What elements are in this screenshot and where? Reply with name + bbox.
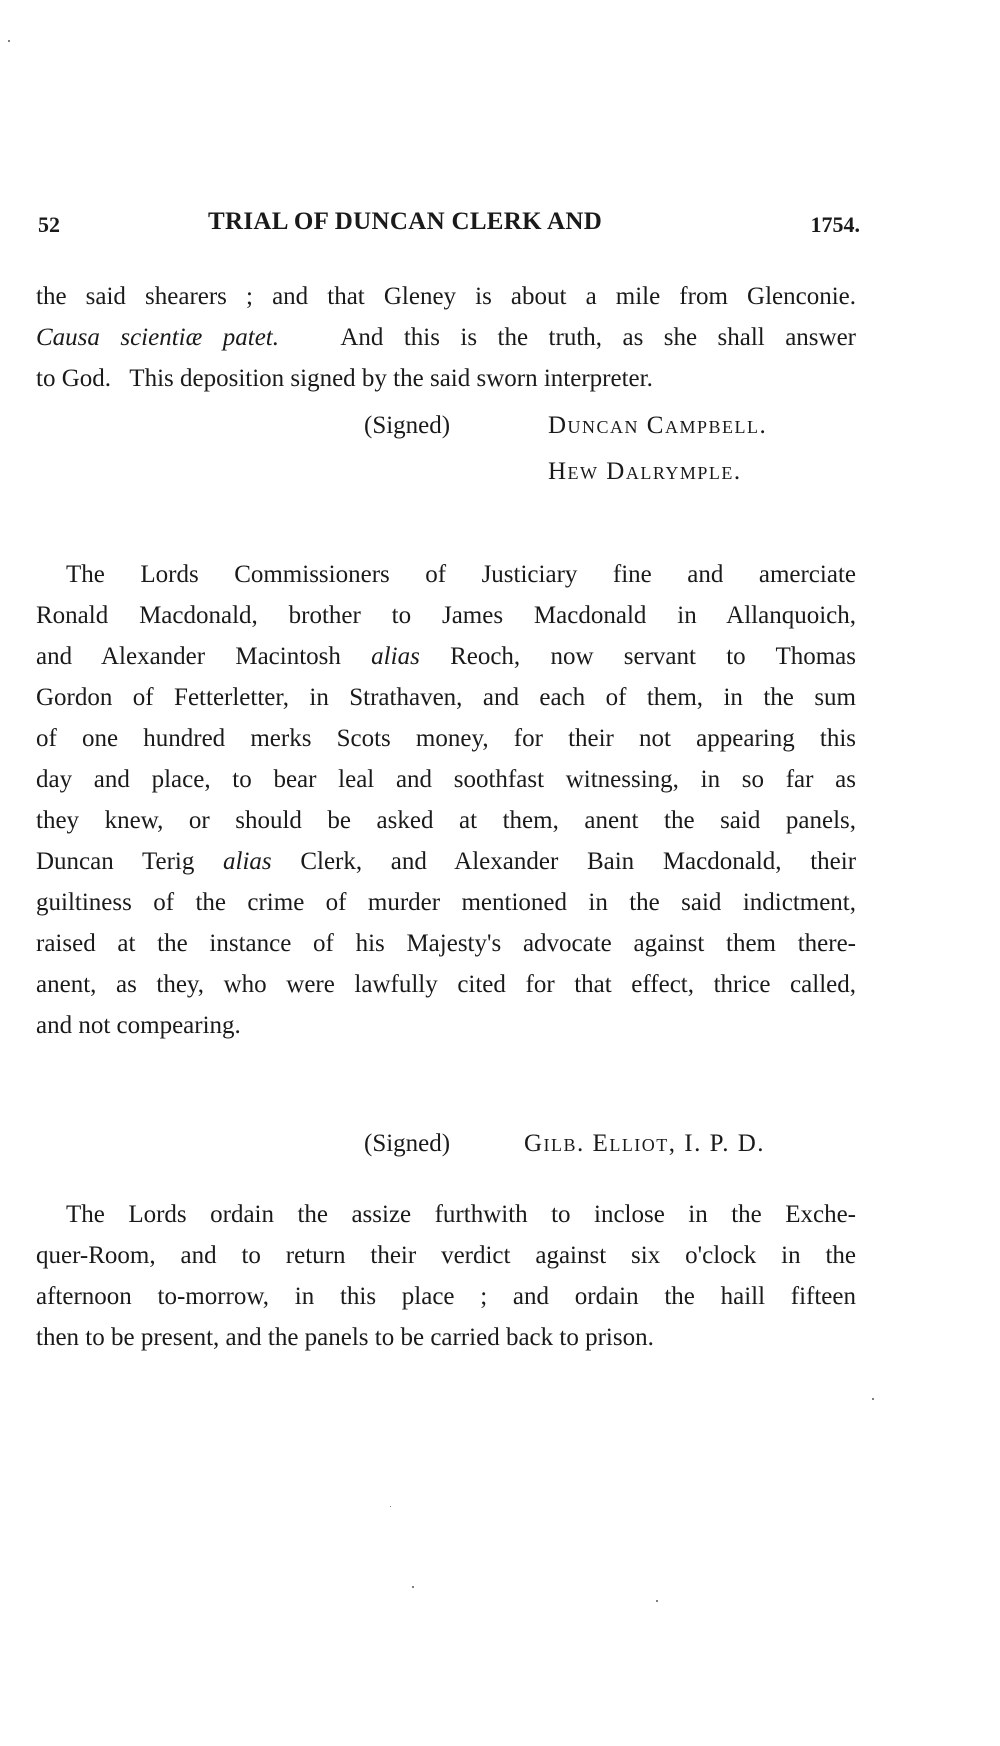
latin-phrase: Causa scientiæ patet. [36, 324, 279, 351]
paper-speck [390, 1506, 391, 1507]
text-line: Ronald Macdonald, brother to James Macdonald in Allanquoich, [36, 602, 856, 629]
text-line: Gordon of Fetterletter, in Strathaven, and each of them, in the sum [36, 684, 856, 711]
text-line: to God. This deposition signed by the said sworn interpreter. [36, 365, 653, 392]
signatory-name: Hew Dalrymple. [548, 458, 742, 485]
text-line: The Lords ordain the assize furthwith to inclose in the Exche- [66, 1201, 856, 1228]
text-line: afternoon to-morrow, in this place ; and ordain the haill fifteen [36, 1283, 856, 1310]
alias-italic: alias [371, 643, 420, 670]
paper-speck [872, 1398, 874, 1400]
alias-italic: alias [223, 848, 272, 875]
text-line: of one hundred merks Scots money, for their not appearing this [36, 725, 856, 752]
text-line: anent, as they, who were lawfully cited for that effect, thrice called, [36, 971, 856, 998]
text-line: The Lords Commissioners of Justiciary fine and amerciate [66, 561, 856, 588]
text-line: quer-Room, and to return their verdict against six o'clock in the [36, 1242, 856, 1269]
text-line: and not compearing. [36, 1012, 241, 1039]
signatory-name: Gilb. Elliot, I. P. D. [524, 1130, 766, 1157]
paper-speck [8, 40, 10, 42]
paper-speck [412, 1586, 414, 1588]
text-line: raised at the instance of his Majesty's advocate against them there- [36, 930, 856, 957]
signed-label: (Signed) [364, 412, 451, 439]
signatory-name: Duncan Campbell. [548, 412, 768, 439]
paper-speck [656, 1600, 658, 1602]
text-line: day and place, to bear leal and soothfast witnessing, in so far as [36, 766, 856, 793]
text-line: then to be present, and the panels to be carried back to prison. [36, 1324, 654, 1351]
fine-paragraph [36, 554, 856, 1046]
running-title: TRIAL OF DUNCAN CLERK AND [208, 208, 603, 235]
deposition-conclusion [36, 276, 856, 399]
assize-paragraph [36, 1194, 856, 1358]
text-line: Duncan Terig alias Clerk, and Alexander Bain Macdonald, their [36, 848, 857, 875]
header-year: 1754. [810, 212, 860, 237]
text-line: Causa scientiæ patet. And this is the truth, as she shall answer [36, 324, 856, 351]
text-line: they knew, or should be asked at them, anent the said panels, [36, 807, 856, 834]
text-line: guiltiness of the crime of murder mentioned in the said indictment, [36, 889, 856, 916]
page-header [38, 208, 860, 244]
signed-label: (Signed) [364, 1130, 451, 1157]
text-line: the said shearers ; and that Gleney is about a mile from Glenconie. [36, 283, 856, 310]
text-line: and Alexander Macintosh alias Reoch, now servant to Thomas [36, 643, 857, 670]
page-number: 52 [38, 212, 60, 237]
